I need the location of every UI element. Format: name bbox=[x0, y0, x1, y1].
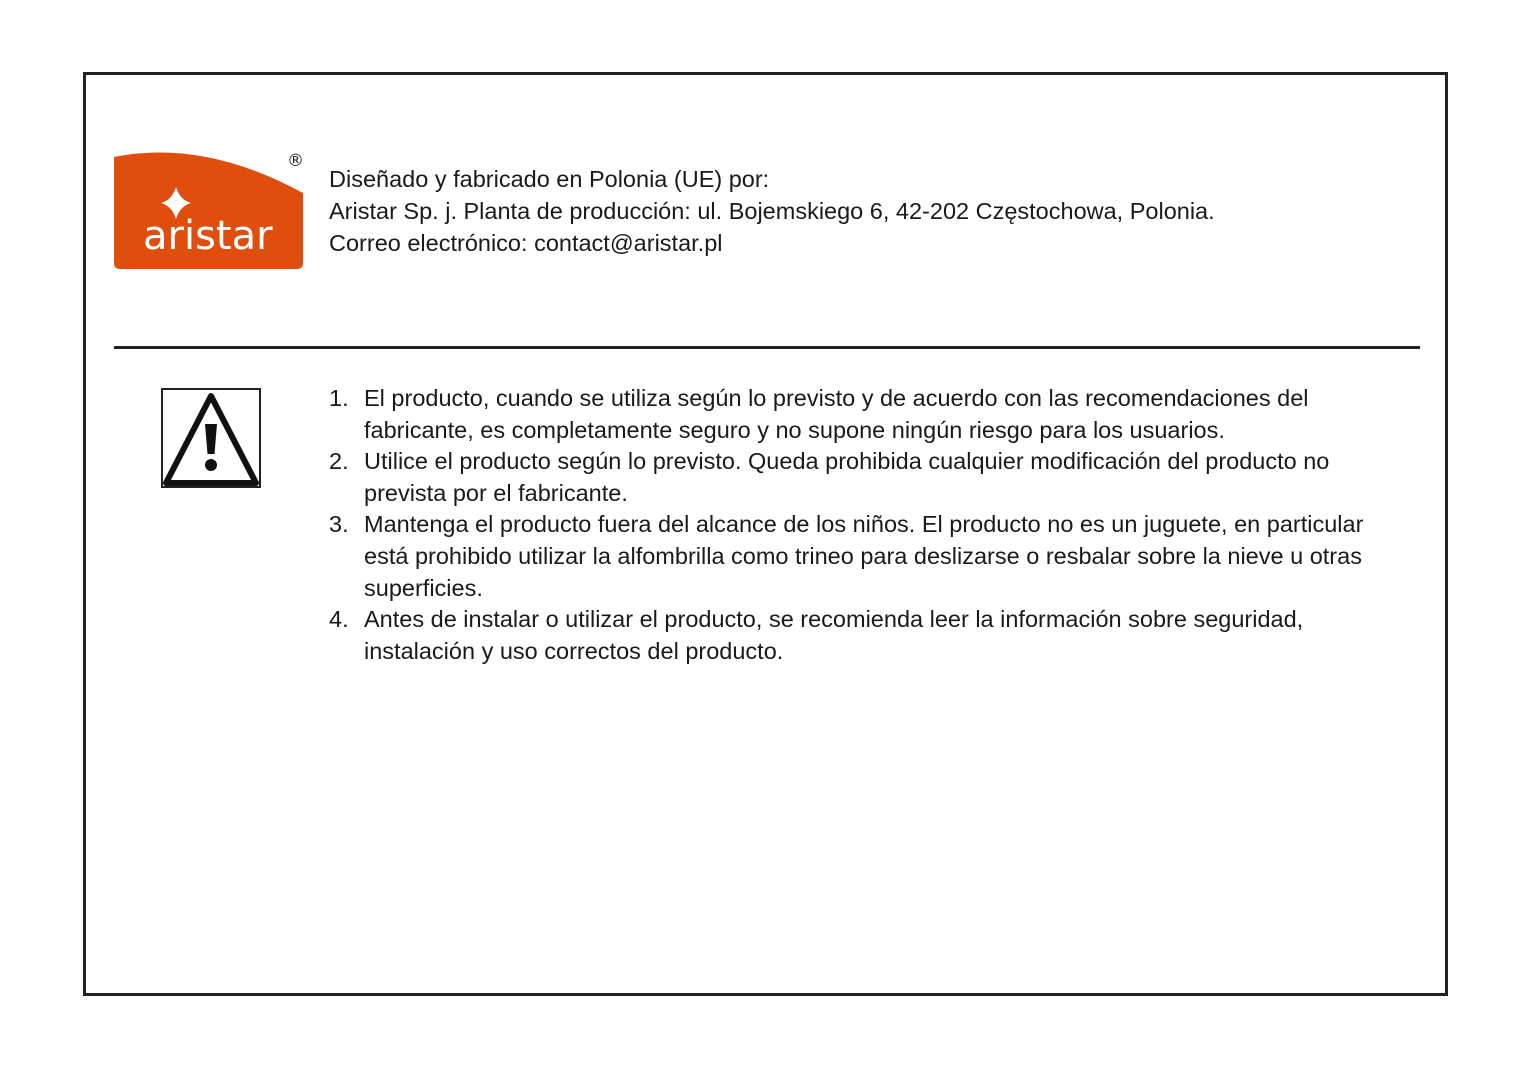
list-item-text: Antes de instalar o utilizar el producto, se recomienda leer la información sobre seguridad, instalación y uso correctos del producto. bbox=[364, 606, 1304, 664]
safety-instructions-list bbox=[329, 383, 1409, 667]
list-item bbox=[329, 509, 1409, 604]
list-item-text: El producto, cuando se utiliza según lo previsto y de acuerdo con las recomendaciones del fabricante, es completamente seguro y no supone ningún riesgo para los usuarios. bbox=[364, 385, 1309, 443]
list-item-number: 3. bbox=[329, 511, 349, 538]
registered-mark: ® bbox=[287, 151, 304, 171]
address-line: Aristar Sp. j. Planta de producción: ul. Bojemskiego 6, 42-202 Częstochowa, Polonia. bbox=[329, 198, 1215, 224]
list-item-number: 2. bbox=[329, 448, 349, 475]
manufacturer-info bbox=[329, 163, 1215, 259]
manufacturer-line: Diseñado y fabricado en Polonia (UE) por: bbox=[329, 166, 770, 192]
list-item bbox=[329, 446, 1409, 509]
section-divider bbox=[114, 346, 1420, 349]
list-item-text: Utilice el producto según lo previsto. Queda prohibida cualquier modificación del producto no prevista por el fabricante. bbox=[364, 448, 1330, 506]
list-item bbox=[329, 604, 1409, 667]
list-item-number: 4. bbox=[329, 606, 349, 633]
document-frame bbox=[83, 72, 1448, 996]
logo-wordmark: aristar bbox=[143, 213, 273, 259]
aristar-logo bbox=[114, 151, 305, 269]
list-item-text: Mantenga el producto fuera del alcance de los niños. El producto no es un juguete, en particular está prohibido utilizar la alfombrilla como trineo para deslizarse o resbalar sobre la nieve u otras superficies. bbox=[364, 511, 1364, 601]
list-item bbox=[329, 383, 1409, 446]
warning-triangle-icon bbox=[161, 388, 261, 488]
email-line: Correo electrónico: contact@aristar.pl bbox=[329, 230, 723, 256]
list-item-number: 1. bbox=[329, 385, 349, 411]
